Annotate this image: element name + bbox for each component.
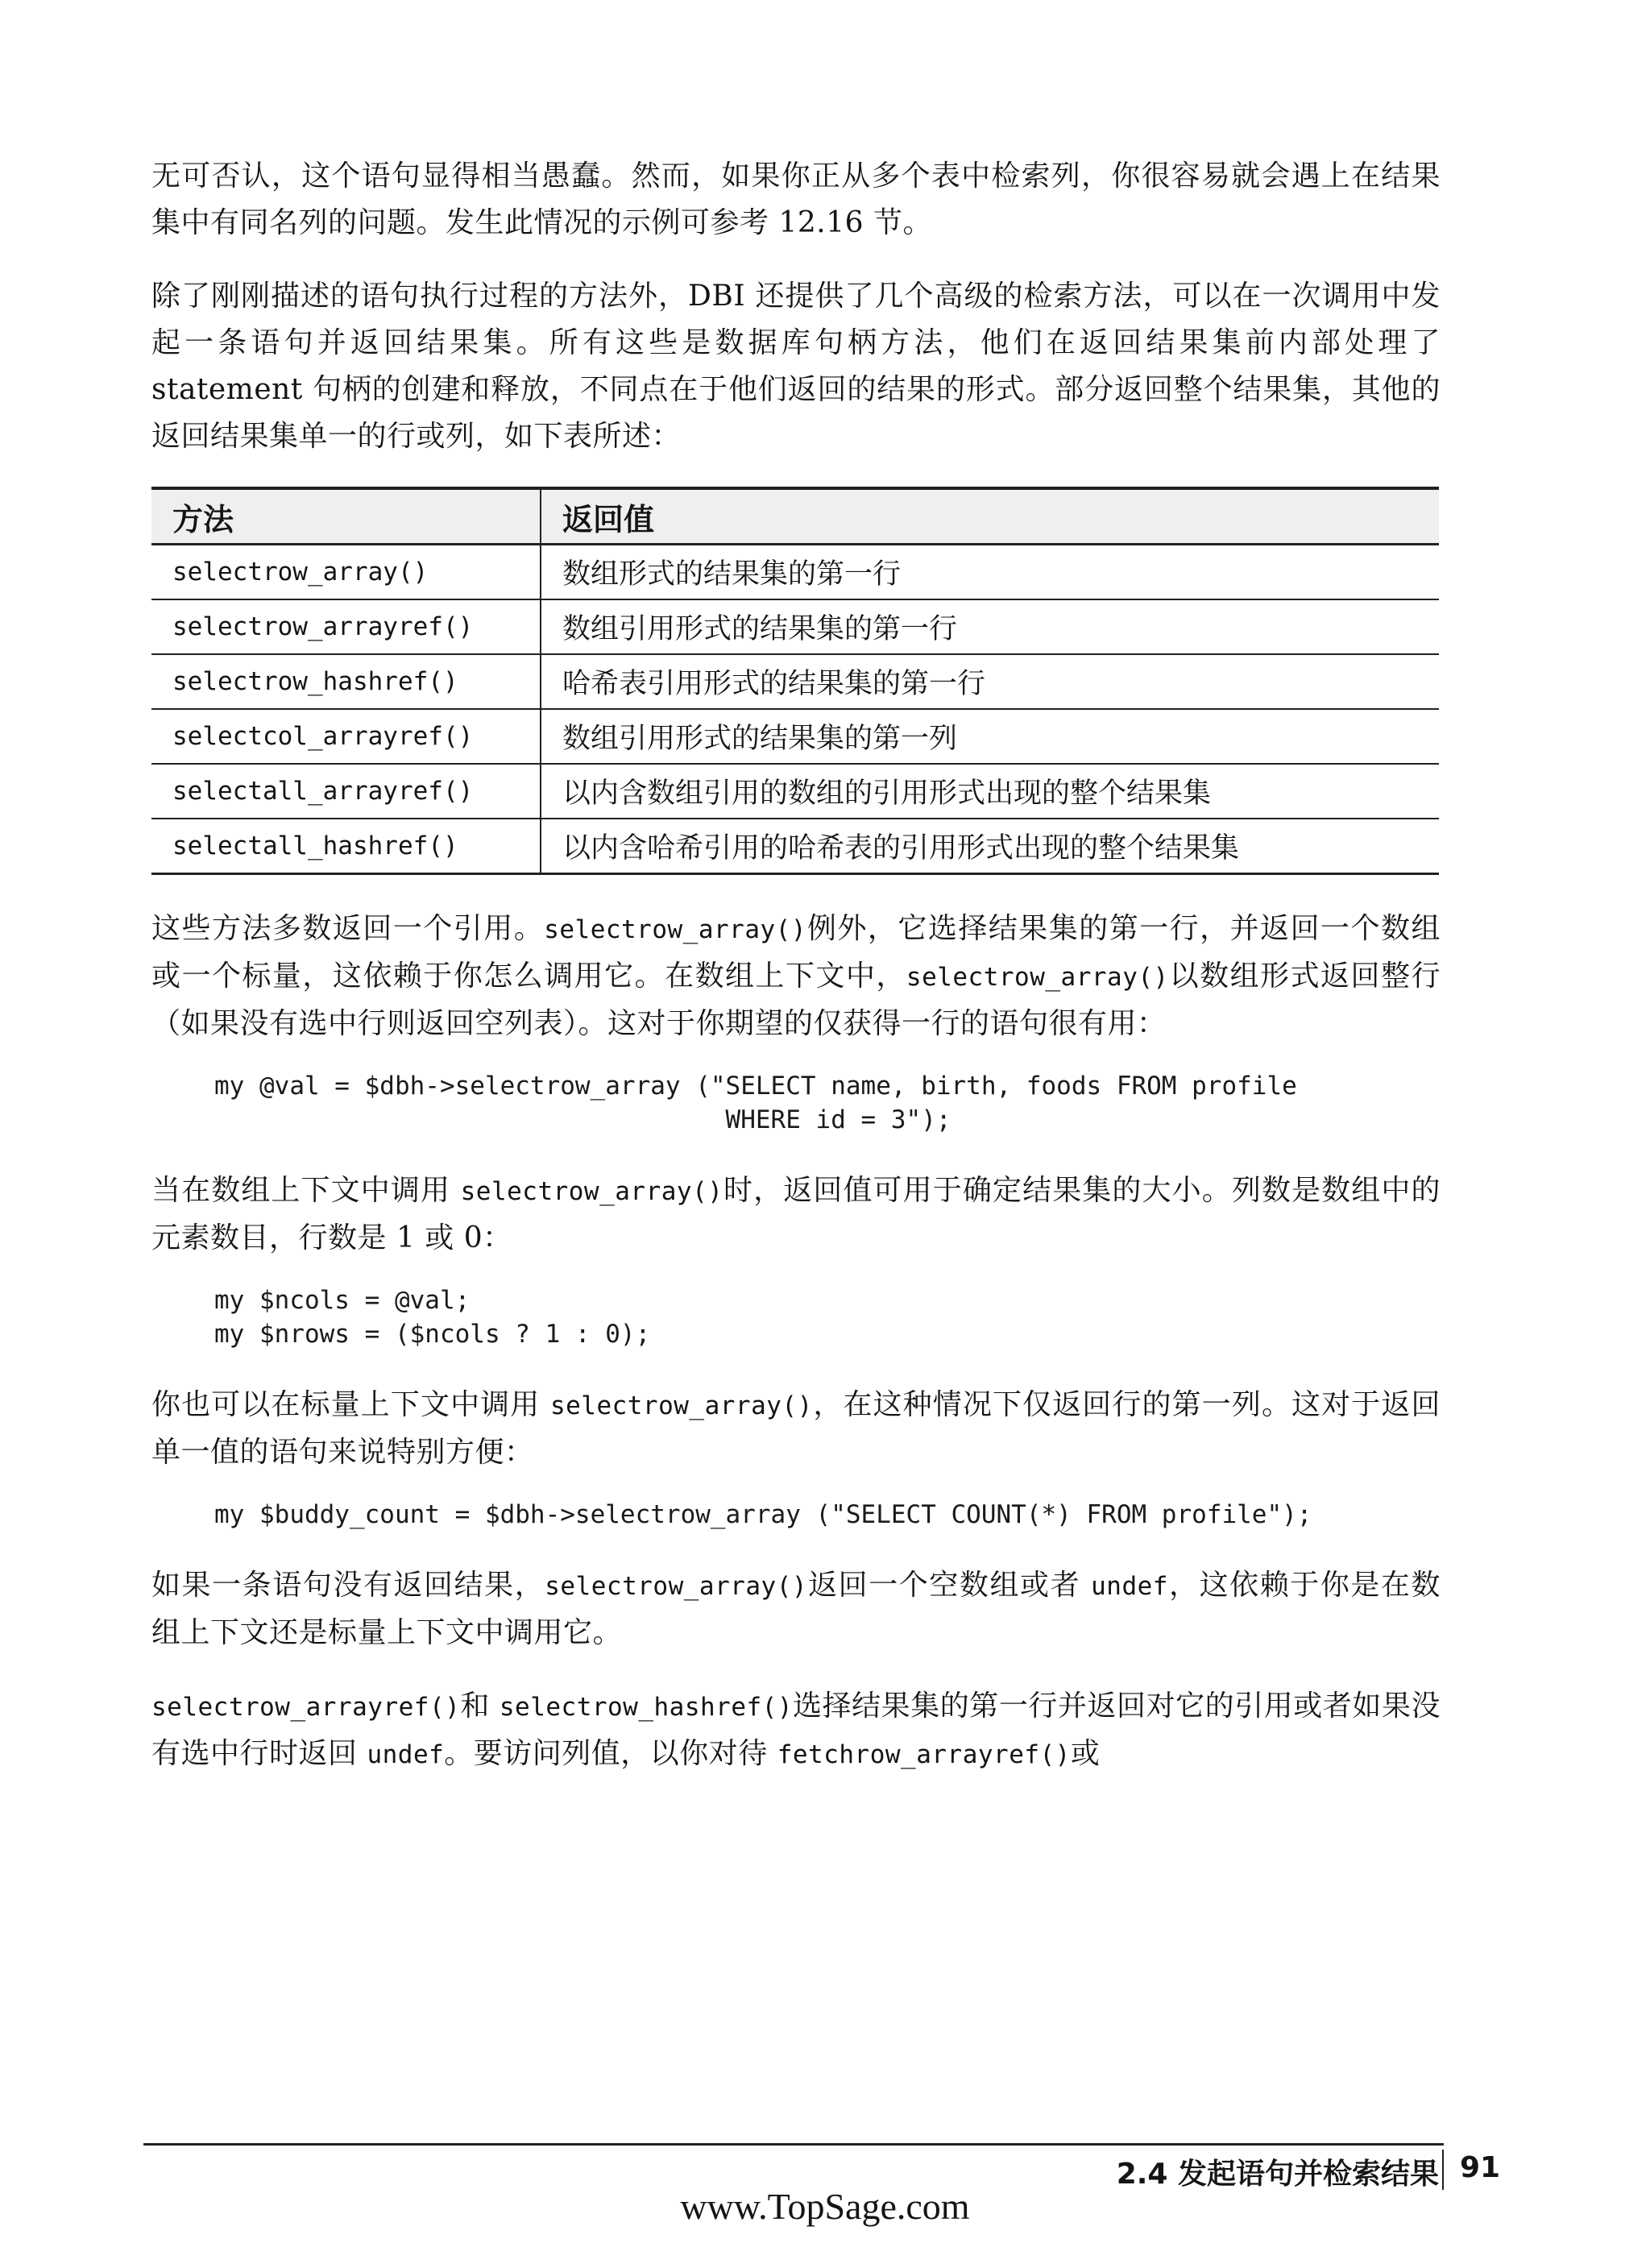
method-return: 哈希表引用形式的结果集的第一行 (541, 654, 1439, 709)
inline-code: selectrow_array() (545, 1572, 808, 1601)
inline-code: fetchrow_arrayref() (777, 1740, 1071, 1769)
footer-section-title: 2.4 发起语句并检索结果 (1116, 2158, 1439, 2191)
table-header-row (151, 488, 1439, 545)
table-row (151, 545, 1439, 600)
text-run: 和 (460, 1690, 500, 1723)
paragraph-dbi-methods: 除了刚刚描述的语句执行过程的方法外，DBI 还提供了几个高级的检索方法，可以在一次调用中发起一条语句并返回结果集。所有这些是数据库句柄方法，他们在返回结果集前内部处理了 statement 句柄的创建和释放，不同点在于他们返回的结果的形式。部分返回整个结果集，其他的返回结果集单一的行或列，如下表所述： (151, 280, 1441, 453)
method-name: selectcol_arrayref() (151, 709, 541, 764)
paragraph-arrayref-hashref (151, 1683, 1441, 1778)
inline-code: undef (1091, 1572, 1168, 1601)
table-row (151, 709, 1439, 764)
method-name: selectall_hashref() (151, 819, 541, 874)
method-name: selectall_arrayref() (151, 764, 541, 819)
code-block-selectrow-array: my @val = $dbh->selectrow_array ("SELECT name, birth, foods FROM profile WHERE id = 3"); (214, 1072, 1297, 1134)
table-row (151, 764, 1439, 819)
text-run: 这些方法多数返回一个引用。 (151, 912, 545, 945)
text-run: 时，返回值可用于确定结果集的大小。列数是数组中的元素数目，行数是 1 或 0： (151, 1174, 1441, 1254)
method-name: selectrow_array() (151, 545, 541, 600)
paragraph-intro: 无可否认，这个语句显得相当愚蠢。然而，如果你正从多个表中检索列，你很容易就会遇上在结果集中有同名列的问题。发生此情况的示例可参考 12.16 节。 (151, 160, 1441, 239)
table-row (151, 819, 1439, 874)
paragraph-reference-return (151, 906, 1441, 1047)
paragraph-scalar-context (151, 1382, 1441, 1476)
text-run: ，这依赖于你是在数组上下文还是标量上下文中调用它。 (151, 1569, 1441, 1649)
page-number: 91 (1460, 2151, 1501, 2184)
text-run: ，在这种情况下仅返回行的第一列。这对于返回单一值的语句来说特别方便： (151, 1388, 1441, 1469)
text-run: 你也可以在标量上下文中调用 (151, 1388, 550, 1421)
header-method: 方法 (151, 488, 541, 545)
method-return: 以内含哈希引用的哈希表的引用形式出现的整个结果集 (541, 819, 1439, 874)
code-block-buddy-count: my $buddy_count = $dbh->selectrow_array ("SELECT COUNT(*) FROM profile"); (214, 1500, 1312, 1529)
text-run: 以数组形式返回整行（如果没有选中行则返回空列表）。这对于你期望的仅获得一行的语句很有用： (151, 960, 1441, 1040)
footer-divider (1442, 2150, 1444, 2190)
paragraph-array-context (151, 1167, 1441, 1262)
method-return: 以内含数组引用的数组的引用形式出现的整个结果集 (541, 764, 1439, 819)
table-row (151, 654, 1439, 709)
code-block-ncols: my $ncols = @val; my $nrows = ($ncols ? 1 : 0); (214, 1286, 651, 1349)
text-run: 返回一个空数组或者 (807, 1569, 1092, 1602)
inline-code: selectrow_array() (549, 1391, 813, 1420)
inline-code: selectrow_array() (460, 1177, 723, 1206)
watermark-url: www.TopSage.com (680, 2186, 970, 2227)
text-run: 当在数组上下文中调用 (151, 1174, 461, 1207)
inline-code: selectrow_array() (544, 915, 806, 944)
text-run: 如果一条语句没有返回结果， (151, 1569, 545, 1602)
inline-code: selectrow_array() (906, 963, 1169, 992)
text-run: 。要访问列值，以你对待 (444, 1737, 777, 1770)
header-return-value: 返回值 (541, 488, 1439, 545)
method-return: 数组引用形式的结果集的第一列 (541, 709, 1439, 764)
inline-code: selectrow_arrayref() (151, 1693, 461, 1722)
text-run: 例外，它选择结果集的第一行，并返回一个数组或一个标量，这依赖于你怎么调用它。在数组上下文中， (151, 912, 1441, 993)
page-content (151, 153, 1441, 1805)
methods-table (151, 487, 1439, 875)
method-name: selectrow_hashref() (151, 654, 541, 709)
method-return: 数组引用形式的结果集的第一行 (541, 599, 1439, 654)
method-return: 数组形式的结果集的第一行 (541, 545, 1439, 600)
paragraph-no-result (151, 1562, 1441, 1656)
inline-code: selectrow_hashref() (499, 1693, 793, 1722)
footer-rule (143, 2143, 1444, 2146)
inline-code: undef (367, 1740, 445, 1769)
table-row (151, 599, 1439, 654)
text-run: 或 (1070, 1737, 1101, 1770)
method-name: selectrow_arrayref() (151, 599, 541, 654)
text-run: 选择结果集的第一行并返回对它的引用或者如果没有选中行时返回 (151, 1690, 1441, 1770)
